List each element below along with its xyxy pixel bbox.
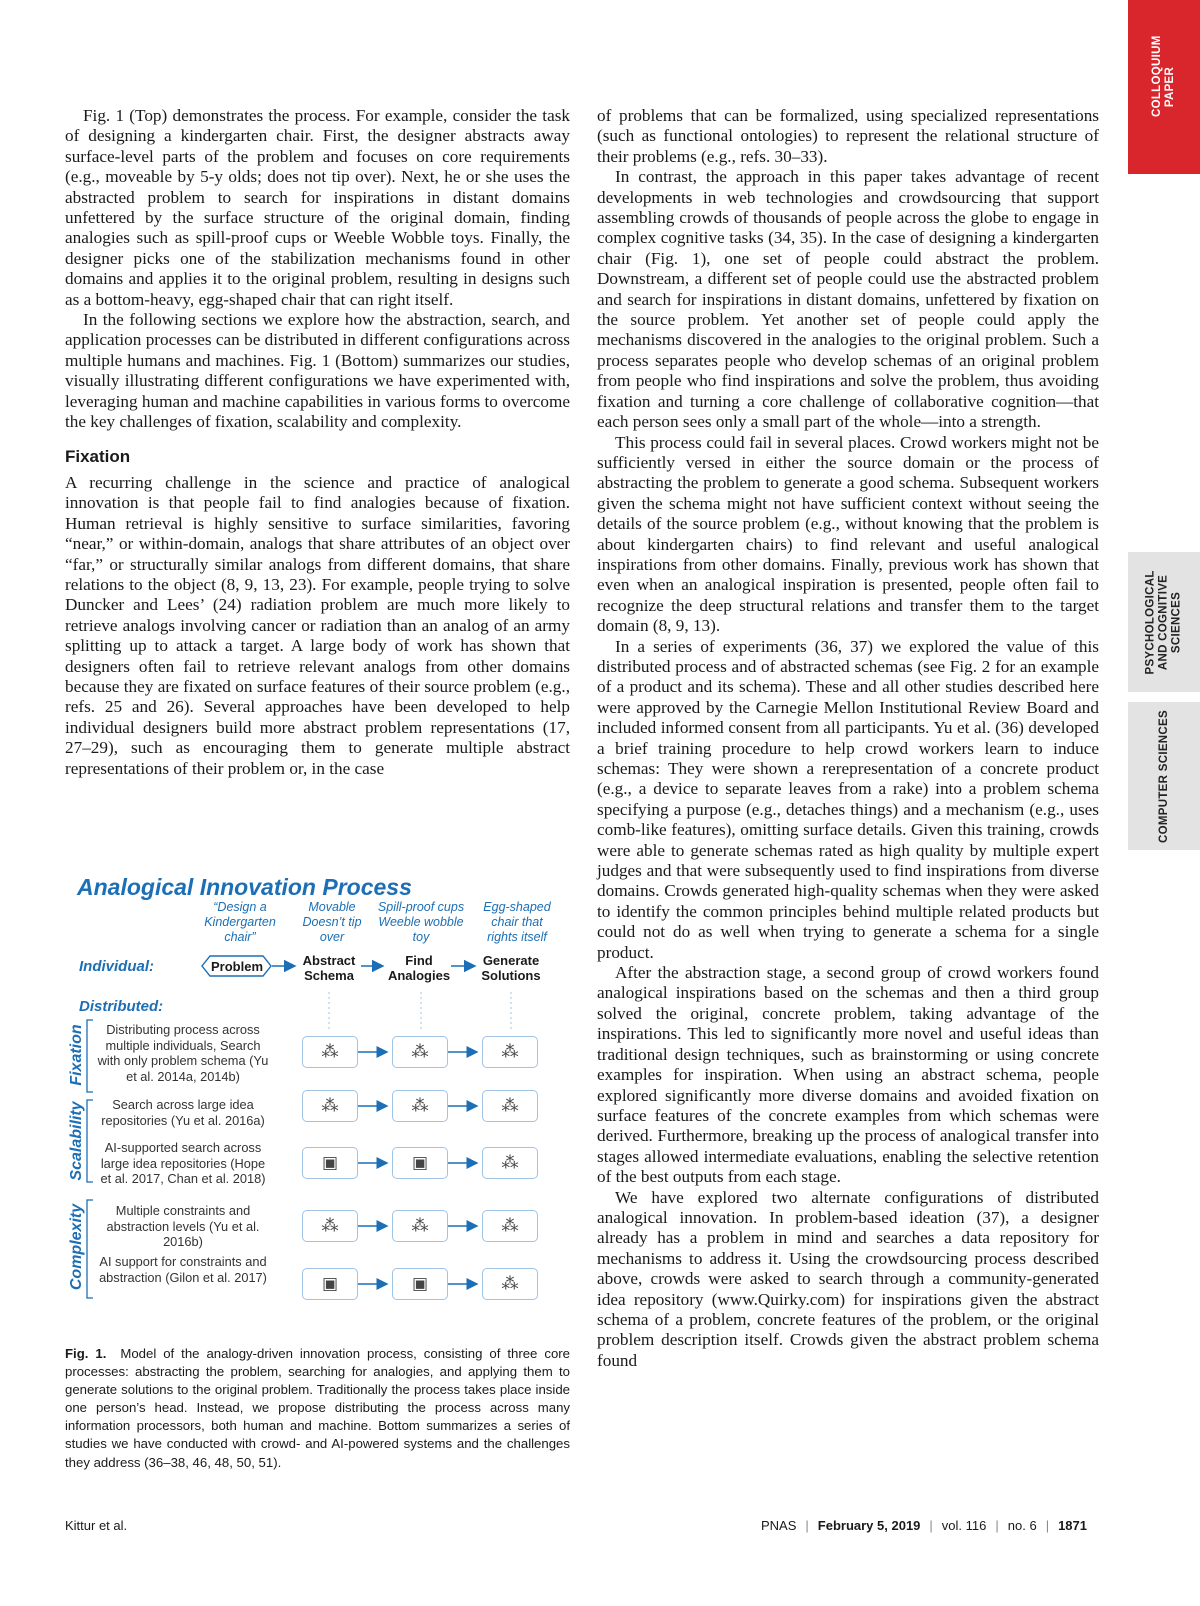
example-label: Movable Doesn’t tip over — [302, 900, 362, 944]
footer-journal: PNAS — [760, 1518, 797, 1533]
section-tab-cs — [1128, 702, 1200, 850]
caption-text: Model of the analogy-driven innovation process, consisting of three core processes: abstracting the problem, searching for analogies, and applying them to generate solutions to the original problem. Traditionally the process takes place inside one person’s head. Instead, we propose distributing the process across many information processors, both human and machine. Bottom summarizes a series of studies we have conducted with crowd- and AI-powered systems and the challenges they address (36–38, 46, 48, 50, 51). — [65, 1346, 571, 1470]
crowd-icon: ⁂ — [392, 1210, 448, 1242]
figure-caption — [65, 1345, 570, 1472]
psych-label: PSYCHOLOGICAL AND COGNITIVE SCIENCES — [1144, 569, 1183, 675]
cs-label: COMPUTER SCIENCES — [1157, 709, 1170, 843]
node-abstract-schema: Abstract Schema — [302, 953, 356, 983]
paragraph: In the following sections we explore how the abstraction, search, and application processes can be distributed in different configurations across multiple humans and machines. Fig. 1 (Bottom) summarizes our studies, visually illustrating different configurations we have experimented with, leveraging human and machine capabilities in various forms to overcome the key challenges of fixation, scalability and complexity. — [65, 310, 570, 432]
figure-analogical-innovation — [65, 874, 570, 1335]
footer-issue: no. 6 — [1007, 1518, 1037, 1533]
section-tab-psych — [1128, 552, 1200, 692]
right-column — [597, 106, 1099, 1371]
section-heading: Fixation — [65, 446, 131, 466]
chip-icon: ▣ — [302, 1147, 358, 1179]
paragraph: We have explored two alternate configurations of distributed analogical innovation. In problem-based ideation (37), a designer already has a problem in mind and searches a data repository for mechanisms to address it. Using the crowdsourcing process described above, crowds were asked to search through a community-generated idea repository (www.Quirky.com) for inspirations given the abstract schema of a problem, concrete features of the problem, or the original problem description itself. Crowds given the abstract problem schema found — [597, 1187, 1099, 1370]
node-problem: Problem — [210, 958, 263, 974]
node-generate-solutions: Generate Solutions — [481, 953, 541, 983]
chip-icon: ▣ — [302, 1268, 358, 1300]
study-description: Multiple constraints and abstraction levels (Yu et al. 2016b) — [106, 1203, 260, 1249]
chip-icon: ▣ — [392, 1268, 448, 1300]
figure-title: Analogical Innovation Process — [77, 874, 412, 900]
paragraph: of problems that can be formalized, using specialized representations (such as functional ontologies) to represent the relational structure of their problems (e.g., refs. 30–33). — [597, 106, 1099, 166]
footer-date: February 5, 2019 — [817, 1518, 921, 1533]
paragraph: Fig. 1 (Top) demonstrates the process. For example, consider the task of designing a kindergarten chair. First, the designer abstracts away surface-level parts of the problem and focuses on core requirements (e.g., moveable by 5-y olds; does not tip over). Next, he or she uses the abstracted problem to search for inspirations in distant domains unfettered by the surface structure of the original domain, finding analogies such as spill-proof cups or Weeble Wobble toys. Finally, the designer picks one of the stabilization mechanisms found in other domains and applies it to the original problem, resulting in designs such as a bottom-heavy, egg-shaped chair that can right itself. — [65, 106, 570, 309]
caption-label: Fig. 1. — [65, 1346, 107, 1361]
study-description: AI support for constraints and abstraction (Gilon et al. 2017) — [99, 1254, 267, 1285]
crowd-icon: ⁂ — [482, 1036, 538, 1068]
crowd-icon: ⁂ — [482, 1210, 538, 1242]
crowd-icon: ⁂ — [302, 1090, 358, 1122]
example-label: “Design a Kindergarten chair” — [204, 900, 276, 944]
footer-authors: Kittur et al. — [65, 1518, 128, 1533]
study-description: Distributing process across multiple individuals, Search with only problem schema (Yu et al. 2014a, 2014b) — [97, 1022, 269, 1084]
crowd-icon: ⁂ — [482, 1147, 538, 1179]
crowd-icon: ⁂ — [392, 1090, 448, 1122]
paragraph: In contrast, the approach in this paper takes advantage of recent developments in web technologies and crowdsourcing that support assembling crowds of thousands of people across the globe to engage in complex cognitive tasks (34, 35). In the case of designing a kindergarten chair (Fig. 1), one set of people could abstract the problem. Downstream, a different set of people could use the abstracted problem and search for inspirations in distant domains, unfettered by fixation on the source problem. Yet another set of people could apply the mechanisms discovered in the analogies to the original problem. Such a process separates people who develop schemas of an original problem from people who find inspirations and solve the problem, thus avoiding fixation and turning a core challenge of collaborative cognition—that each person sees only a small part of the whole—into a strength. — [597, 167, 1099, 432]
paragraph: After the abstraction stage, a second group of crowd workers found analogical inspirations based on the schemas and then a third group solved the original, concrete problem, taking advantage of the inspirations. This led to significantly more novel and useful ideas than traditional design techniques, such as brainstorming or using concrete examples for inspiration. When using an abstract schema, people explored significantly more diverse domains and avoided fixation on surface features of the concrete examples from which schemas were derived. Furthermore, breaking up the process of analogical transfer into stages allowed intermediate evaluations, enabling the selective retention of the best outputs from each stage. — [597, 963, 1099, 1187]
colloquium-paper-tab — [1128, 0, 1200, 174]
example-label: Egg-shaped chair that rights itself — [483, 900, 551, 944]
paragraph: In a series of experiments (36, 37) we explored the value of this distributed process and of abstracted schemas (see Fig. 2 for an example of a product and its schema). These and all other studies described here were approved by the Carnegie Mellon Institutional Review Board and included informed consent from all participants. Yu et al. (36) developed a brief training procedure to help crowd workers learn to induce schemas: They were shown a rerepresentation of a concrete product (e.g., a device to separate leaves from a rake) into a problem schema specifying a purpose (e.g., detaches things) and a mechanism (e.g., uses comb-like features), omitting surface details. Given this training, crowds were able to generate schemas rated as high quality by multiple expert judges and that were subsequently used to find inspirations from diverse domains. Crowds generated high-quality schemas when they were asked to identify the common principles behind multiple related products but could not do as well when trying to generate a schema for a single product. — [597, 636, 1099, 962]
colloquium-label: COLLOQUIUM PAPER — [1151, 35, 1176, 117]
paragraph: A recurring challenge in the science and practice of analogical innovation is that people fail to find analogies because of fixation. Human retrieval is highly sensitive to surface similarities, favoring “near,” or within-domain, analogs that share attributes of an object over “far,” or structurally similar analogs from different domains, that share relations to the object (8, 9, 13, 23). For example, people trying to solve Duncker and Lees’ (24) radiation problem are much more likely to retrieve analogs involving cancer or radiation than an analog of an army splitting up to attack a target. A large body of work has shown that designers often fail to retrieve relevant analogs from other domains because they are fixated on surface features of their source problem (e.g., refs. 25 and 26). Several approaches have been developed to help individual designers build more abstract problem representations (17, 27–29), such as encouraging them to generate multiple abstract representations of their problem or, in the case — [65, 472, 570, 778]
footer-page: 1871 — [1058, 1518, 1087, 1533]
group-complexity: Complexity — [68, 1203, 85, 1291]
crowd-icon: ⁂ — [392, 1036, 448, 1068]
distributed-label: Distributed: — [79, 998, 164, 1015]
footer-volume: vol. 116 — [941, 1518, 987, 1533]
crowd-icon: ⁂ — [302, 1036, 358, 1068]
group-fixation: Fixation — [68, 1024, 85, 1086]
chip-icon: ▣ — [392, 1147, 448, 1179]
example-label: Spill-proof cups Weeble wobble toy — [377, 900, 465, 944]
study-description: AI-supported search across large idea repositories (Hope et al. 2017, Chan et al. 2018) — [100, 1140, 266, 1186]
crowd-icon: ⁂ — [302, 1210, 358, 1242]
study-description: Search across large idea repositories (Yu et al. 2016a) — [101, 1097, 265, 1128]
left-column — [65, 106, 570, 779]
paragraph: This process could fail in several places. Crowd workers might not be sufficiently versed in either the source domain or the process of abstracting the problem to generate a good schema. Subsequent workers given the schema might not have sufficient context without seeing the details of the source problem (e.g., without knowing that the problem is about kindergarten chairs) to find relevant and useful analogical inspirations from other domains. Finally, previous work has shown that even when an analogical inspiration is presented, people often fail to recognize the deep structural relations and transfer them to the target domain (8, 9, 13). — [597, 432, 1099, 636]
footer-citation: PNAS | February 5, 2019 | vol. 116 | no. 6 | 1871 — [760, 1518, 1087, 1533]
group-scalability: Scalability — [68, 1101, 85, 1181]
crowd-icon: ⁂ — [482, 1268, 538, 1300]
individual-label: Individual: — [79, 958, 154, 975]
node-find-analogies: Find Analogies — [387, 953, 451, 983]
crowd-icon: ⁂ — [482, 1090, 538, 1122]
